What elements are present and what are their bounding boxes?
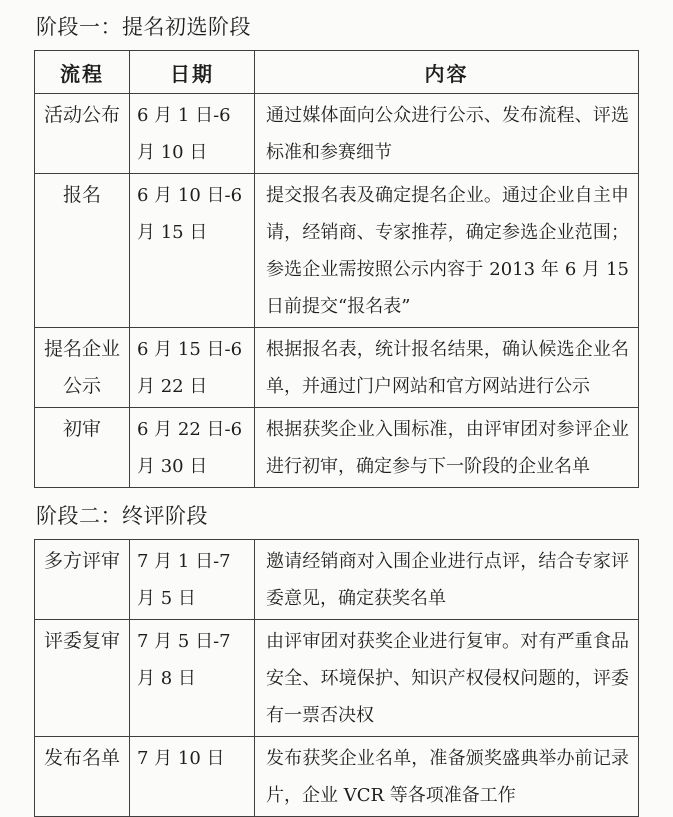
content-cell: 邀请经销商对入围企业进行点评，结合专家评委意见，确定获奖名单 — [255, 540, 639, 620]
table-row — [35, 540, 639, 620]
process-cell: 活动公布 — [35, 94, 130, 174]
date-cell: 7 月 5 日-7 月 8 日 — [130, 620, 255, 737]
content-cell: 提交报名表及确定提名企业。通过企业自主申请，经销商、专家推荐，确定参选企业范围；参选企业需按照公示内容于 2013 年 6 月 15 日前提交“报名表” — [255, 174, 639, 328]
process-cell: 评委复审 — [35, 620, 130, 737]
table-row — [35, 620, 639, 737]
table-row — [35, 737, 639, 817]
phase2-table — [34, 539, 639, 817]
table-row — [35, 328, 639, 408]
date-cell: 6 月 22 日-6 月 30 日 — [130, 408, 255, 488]
content-cell: 根据报名表，统计报名结果，确认候选企业名单，并通过门户网站和官方网站进行公示 — [255, 328, 639, 408]
process-cell: 提名企业公示 — [35, 328, 130, 408]
table-row — [35, 408, 639, 488]
phase1-header-row — [35, 51, 639, 94]
table-row — [35, 94, 639, 174]
phase1-table — [34, 50, 639, 488]
process-cell: 初审 — [35, 408, 130, 488]
column-header-content: 内容 — [255, 51, 639, 94]
column-header-date: 日期 — [130, 51, 255, 94]
phase1-title: 阶段一：提名初选阶段 — [36, 15, 251, 39]
content-cell: 通过媒体面向公众进行公示、发布流程、评选标准和参赛细节 — [255, 94, 639, 174]
date-cell: 6 月 10 日-6 月 15 日 — [130, 174, 255, 328]
date-cell: 6 月 1 日-6 月 10 日 — [130, 94, 255, 174]
process-cell: 发布名单 — [35, 737, 130, 817]
column-header-process: 流程 — [35, 51, 130, 94]
process-cell: 多方评审 — [35, 540, 130, 620]
process-cell: 报名 — [35, 174, 130, 328]
date-cell: 6 月 15 日-6 月 22 日 — [130, 328, 255, 408]
content-cell: 发布获奖企业名单，准备颁奖盛典举办前记录片，企业 VCR 等各项准备工作 — [255, 737, 639, 817]
content-cell: 由评审团对获奖企业进行复审。对有严重食品安全、环境保护、知识产权侵权问题的，评委有一票否决权 — [255, 620, 639, 737]
phase2-title: 阶段二：终评阶段 — [36, 504, 208, 528]
content-cell: 根据获奖企业入围标准，由评审团对参评企业进行初审，确定参与下一阶段的企业名单 — [255, 408, 639, 488]
table-row — [35, 174, 639, 328]
date-cell: 7 月 1 日-7 月 5 日 — [130, 540, 255, 620]
date-cell: 7 月 10 日 — [130, 737, 255, 817]
